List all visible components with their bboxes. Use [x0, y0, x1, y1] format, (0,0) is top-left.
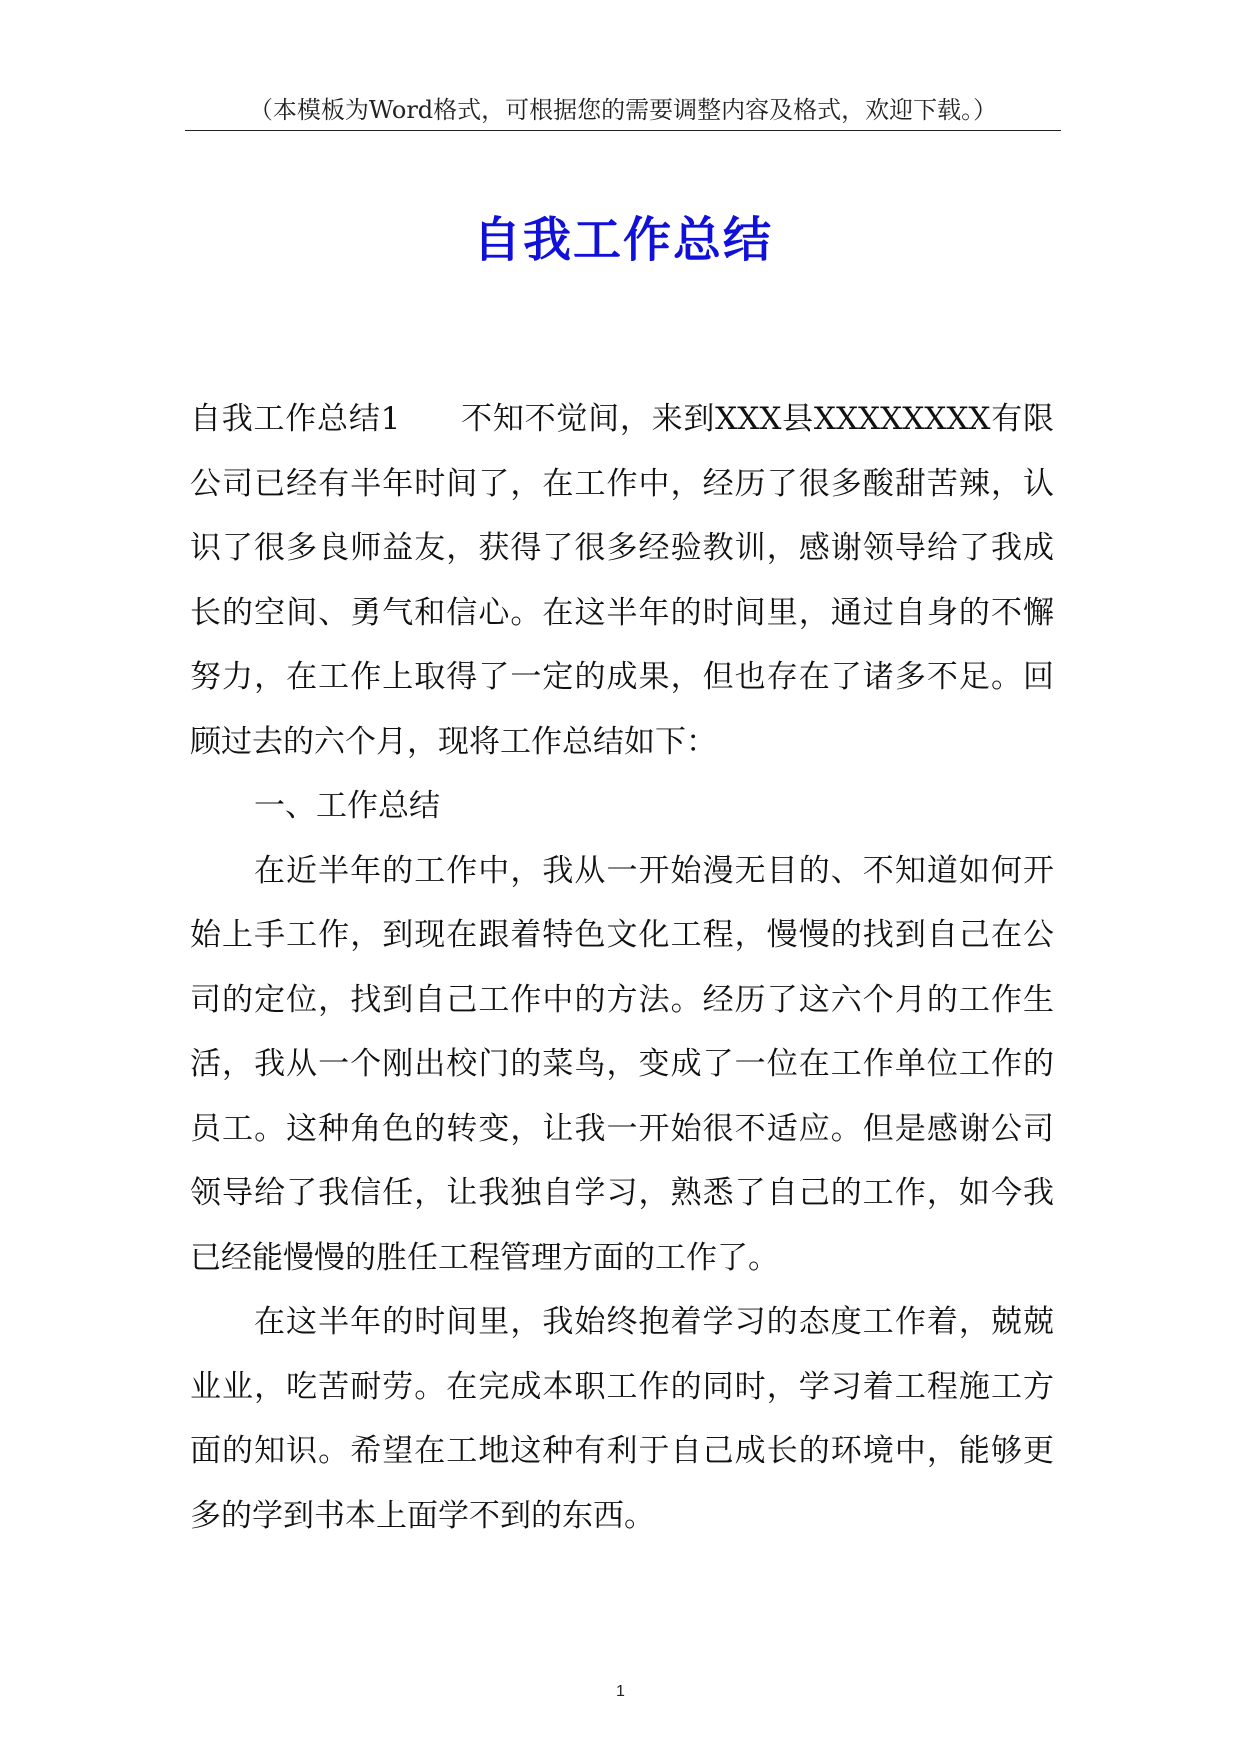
- document-title: 自我工作总结: [472, 212, 773, 268]
- intro-text: 不知不觉间，来到XXX县XXXXXXXX有限公司已经有半年时间了，在工作中，经历了很多酸甜苦辣，认识了很多良师益友，获得了很多经验教训，感谢领导给了我成长的空间、勇气和信心。在这半年的时间里，通过自身的不懈努力，在工作上取得了一定的成果，但也存在了诸多不足。回顾过去的六个月，现将工作总结如下：: [190, 401, 1054, 760]
- section-label: 自我工作总结1: [190, 401, 401, 437]
- section-heading: 一、工作总结: [254, 788, 440, 824]
- document-body: [190, 387, 1054, 1548]
- body-paragraph-1: 在近半年的工作中，我从一开始漫无目的、不知道如何开始上手工作，到现在跟着特色文化工程，慢慢的找到自己在公司的定位，找到自己工作中的方法。经历了这六个月的工作生活，我从一个刚出校门的菜鸟，变成了一位在工作单位工作的员工。这种角色的转变，让我一开始很不适应。但是感谢公司领导给了我信任，让我独自学习，熟悉了自己的工作，如今我已经能慢慢的胜任工程管理方面的工作了。: [190, 852, 1054, 1276]
- header-divider: [185, 130, 1061, 131]
- body-paragraph-2: 在这半年的时间里，我始终抱着学习的态度工作着，兢兢业业，吃苦耐劳。在完成本职工作的同时，学习着工程施工方面的知识。希望在工地这种有利于自己成长的环境中，能够更多的学到书本上面学不到的东西。: [190, 1304, 1054, 1534]
- intro-paragraph: [190, 387, 1054, 774]
- header-note: （本模板为Word格式，可根据您的需要调整内容及格式，欢迎下载。）: [248, 96, 998, 124]
- page-number: 1: [616, 1683, 625, 1700]
